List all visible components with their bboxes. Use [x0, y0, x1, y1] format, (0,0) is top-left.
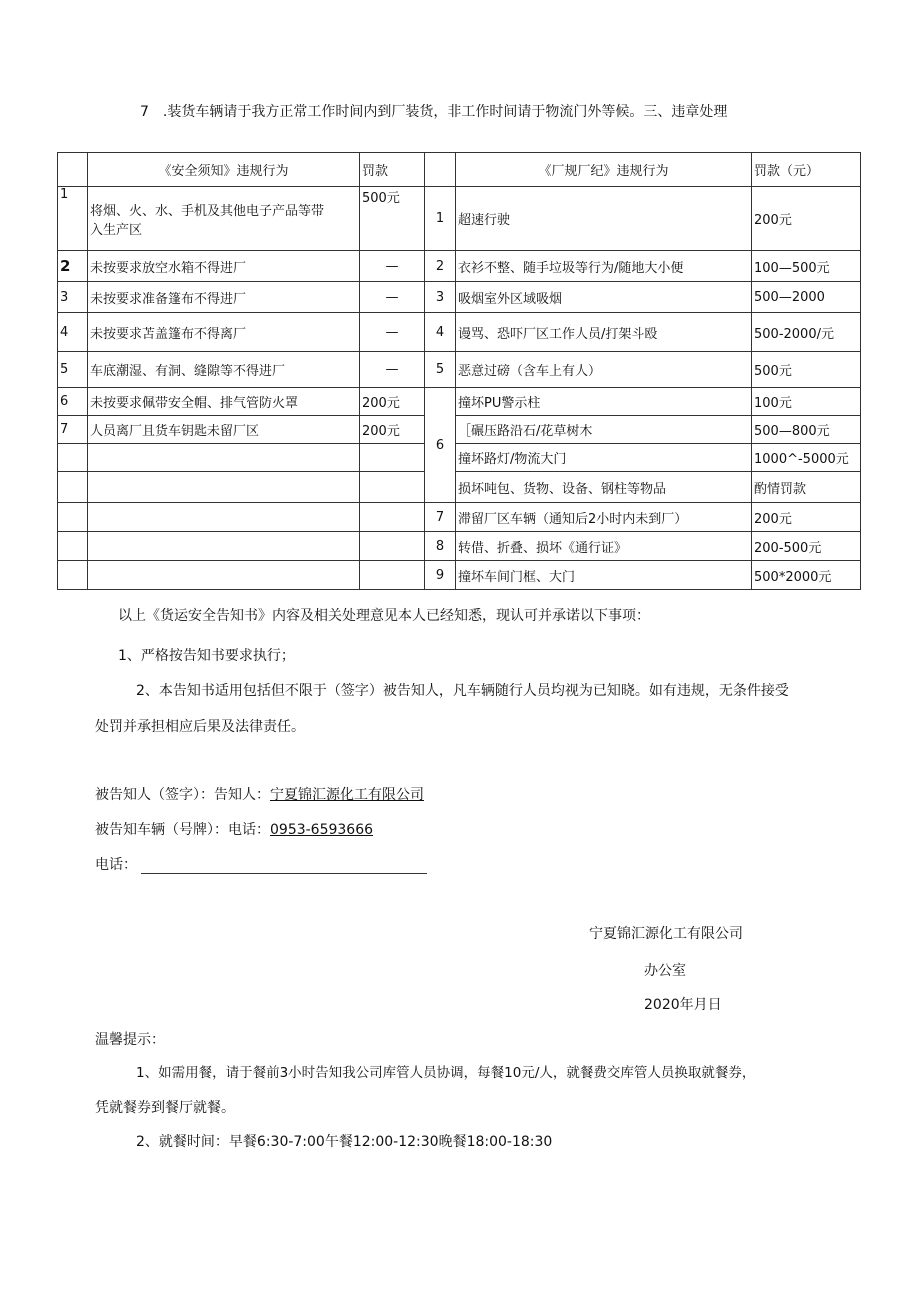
left-row-fine: —	[360, 282, 425, 313]
tips-item-2: 2、就餐时间：早餐6:30-7:00午餐12:00-12:30晚餐18:00-18:30	[136, 1134, 553, 1150]
table-row	[58, 561, 861, 590]
table-row	[58, 352, 861, 388]
right-row-no: 9	[425, 561, 456, 590]
left-row-fine	[360, 472, 425, 503]
right-row-fine: 100—500元	[752, 251, 861, 282]
left-row-text: 未按要求佩带安全帽、排气管防火罩	[88, 388, 360, 416]
left-row-fine: —	[360, 352, 425, 388]
left-row-text	[88, 444, 360, 472]
left-row-no	[58, 472, 88, 503]
right-row-no: 3	[425, 282, 456, 313]
left-row-text: 未按要求放空水箱不得进厂	[88, 251, 360, 282]
right-row-no: 8	[425, 532, 456, 561]
left-row-text: 车底潮湿、有洞、缝隙等不得进厂	[88, 352, 360, 388]
right-row-fine: 200元	[752, 187, 861, 251]
right-row-text: 撞坏路灯/物流大门	[456, 444, 752, 472]
right-row-fine: 100元	[752, 388, 861, 416]
right-row-fine: 1000^-5000元	[752, 444, 861, 472]
signature-label-1: 被告知人（签字）：告知人：	[95, 787, 270, 803]
table-row	[58, 251, 861, 282]
left-row-no: 1	[58, 187, 88, 251]
left-row-text-line: 将烟、火、水、手机及其他电子产品等带	[90, 203, 325, 219]
right-row-text: 转借、折叠、损坏《通行证》	[456, 532, 752, 561]
acknowledge-item-2: 2、本告知书适用包括但不限于（签字）被告知人，凡车辆随行人员均视为已知晓。如有违规，无条件接受	[136, 683, 789, 699]
left-row-no	[58, 532, 88, 561]
right-row-text: 滞留厂区车辆（通知后2小时内未到厂）	[456, 503, 752, 532]
right-row-text: ［碾压路沿石/花草树木	[456, 416, 752, 444]
header-left-violation: 《安全须知》违规行为	[88, 153, 360, 187]
acknowledge-intro: 以上《货运安全告知书》内容及相关处理意见本人已经知悉，现认可并承诺以下事项：	[118, 608, 650, 624]
left-row-text: 未按要求苫盖篷布不得离厂	[88, 313, 360, 352]
signature-line-2	[95, 821, 373, 839]
left-row-text: 人员离厂且货车钥匙未留厂区	[88, 416, 360, 444]
right-row-text: 撞坏PU警示柱	[456, 388, 752, 416]
header-right-violation: 《厂规厂纪》违规行为	[456, 153, 752, 187]
tips-item-1: 1、如需用餐，请于餐前3小时告知我公司库管人员协调，每餐10元/人，就餐费交库管人员换取就餐券，	[136, 1065, 756, 1081]
right-row-fine: 500—800元	[752, 416, 861, 444]
contact-phone: 0953-6593666	[270, 822, 374, 838]
footer-company: 宁夏锦汇源化工有限公司	[589, 926, 743, 942]
table-row	[58, 532, 861, 561]
notifier-company: 宁夏锦汇源化工有限公司	[270, 787, 424, 803]
right-row-fine: 500—2000	[752, 282, 861, 313]
left-row-no	[58, 444, 88, 472]
footer-office: 办公室	[644, 963, 686, 979]
table-row	[58, 416, 861, 444]
left-row-fine: —	[360, 251, 425, 282]
right-row-text: 吸烟室外区域吸烟	[456, 282, 752, 313]
left-row-fine	[360, 561, 425, 590]
phone-blank-line	[141, 859, 427, 874]
left-row-fine	[360, 532, 425, 561]
right-row-no: 4	[425, 313, 456, 352]
left-row-text	[88, 561, 360, 590]
left-row-no: 2	[58, 251, 88, 282]
right-row-text: 超速行驶	[456, 187, 752, 251]
right-row-fine: 200-500元	[752, 532, 861, 561]
phone-label: 电话：	[95, 857, 137, 873]
right-row-no: 5	[425, 352, 456, 388]
left-row-no: 5	[58, 352, 88, 388]
left-row-fine: 500元	[360, 187, 425, 251]
left-row-fine	[360, 444, 425, 472]
left-row-no	[58, 561, 88, 590]
right-row-fine: 500*2000元	[752, 561, 861, 590]
right-row-text: 损坏吨包、货物、设备、钢柱等物品	[456, 472, 752, 503]
table-row	[58, 187, 861, 251]
acknowledge-item-1: 1、严格按告知书要求执行；	[118, 648, 295, 664]
left-row-fine: —	[360, 313, 425, 352]
header-blank-right	[425, 153, 456, 187]
left-row-no: 3	[58, 282, 88, 313]
left-row-no: 4	[58, 313, 88, 352]
right-row-no: 1	[425, 187, 456, 251]
left-row-text	[88, 187, 360, 251]
violation-table	[57, 152, 861, 590]
signature-line-1	[95, 786, 424, 804]
table-row	[58, 282, 861, 313]
acknowledge-item-2-cont: 处罚并承担相应后果及法律责任。	[95, 719, 305, 735]
left-row-fine: 200元	[360, 388, 425, 416]
left-row-text	[88, 472, 360, 503]
header-right-fine: 罚款（元）	[752, 153, 861, 187]
table-row	[58, 472, 861, 503]
right-row-text: 撞坏车间门框、大门	[456, 561, 752, 590]
right-row-fine: 200元	[752, 503, 861, 532]
tips-item-1-cont: 凭就餐券到餐厅就餐。	[95, 1100, 235, 1116]
table-row	[58, 444, 861, 472]
signature-label-2: 被告知车辆（号牌）：电话：	[95, 822, 270, 838]
left-row-fine	[360, 503, 425, 532]
left-row-text-line: 入生产区	[90, 222, 143, 238]
table-header-row	[58, 153, 861, 187]
footer-date: 2020年月日	[644, 997, 722, 1013]
signature-line-3	[95, 856, 427, 874]
right-row-text: 恶意过磅（含车上有人）	[456, 352, 752, 388]
left-row-text	[88, 532, 360, 561]
right-row-no: 2	[425, 251, 456, 282]
right-row-fine: 500元	[752, 352, 861, 388]
right-row-fine: 酌情罚款	[752, 472, 861, 503]
table-row	[58, 503, 861, 532]
right-row-no: 7	[425, 503, 456, 532]
left-row-text	[88, 503, 360, 532]
table-row	[58, 388, 861, 416]
intro-line-7: 7 .装货车辆请于我方正常工作时间内到厂装货，非工作时间请于物流门外等候。三、违章处理	[140, 104, 728, 120]
left-row-text: 未按要求准备篷布不得进厂	[88, 282, 360, 313]
left-row-no: 7	[58, 416, 88, 444]
right-row-text: 衣衫不整、随手垃圾等行为/随地大小便	[456, 251, 752, 282]
right-row-fine: 500-2000/元	[752, 313, 861, 352]
right-row-no-merged: 6	[425, 388, 456, 503]
left-row-fine: 200元	[360, 416, 425, 444]
left-row-no: 6	[58, 388, 88, 416]
right-row-text: 谩骂、恐吓厂区工作人员/打架斗殴	[456, 313, 752, 352]
header-left-fine: 罚款	[360, 153, 425, 187]
header-blank-left	[58, 153, 88, 187]
tips-title: 温馨提示：	[95, 1032, 165, 1048]
left-row-no	[58, 503, 88, 532]
table-row	[58, 313, 861, 352]
